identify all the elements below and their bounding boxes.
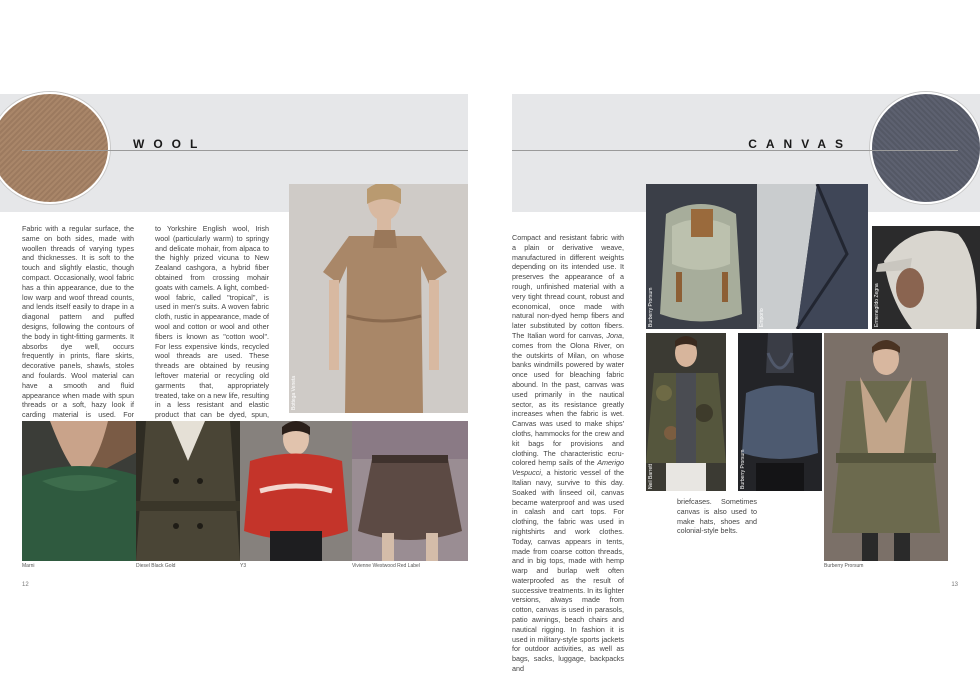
photo-camo-jacket — [646, 333, 726, 491]
photo-belted-coat — [136, 421, 240, 561]
photo-red-shawl — [240, 421, 352, 561]
body-column-1: Fabric with a regular surface, the same on both sides, made with woollen threads of varying types and thicknesses. It is soft to the touch and slightly elastic, though compact. Occasionally, wool fabric has a thin appearance, due to the low warp and woof thread counts, and lends itself easily to drape in a diagonal pattern and puffed designs, following the contours of the body in tight-fitting garments. It absorbs dye well, occurs frequently in prints, flare skirts, decorative panels, shawls, stoles and foulards. Wool material can have a smooth and fluid appearance when made with spun threads or a soft, hazy look if carding material is used. For — [22, 224, 134, 420]
body-column-2: to Yorkshire English wool, Irish wool (particularly warm) to springy and delicate mohair, from alpaca to the highly prized vicuna to New Zealand cashgora, a hybrid fiber obtained from crossing mohair goats with camels. A light, combed-wool fabric, called "tropical", is used in men's suits. A woven fabric cloth, rustic in appearance, made of wool and cotton or wool and other fibers is known as "cotton wool". For less expensive kinds, recycled wool threads are used. These threads are obtained by reusing leftover material or recycling old garments that, appropriately treated, take on a new life, resulting in a less resistant and elastic product that can be dyed, spun, — [155, 224, 269, 420]
body-column-2: briefcases. Sometimes canvas is also used to make hats, shoes and colonial-style belts. — [677, 497, 757, 536]
photo-wool-dress — [289, 184, 468, 413]
caption-diesel: Diesel Black Gold — [136, 563, 176, 569]
photo-brown-skirt — [352, 421, 468, 561]
caption-marni: Marni — [22, 563, 35, 569]
section-title: WOOL — [133, 137, 207, 151]
photo-credit: Neil Barrett — [648, 463, 654, 489]
caption-westwood: Vivienne Westwood Red Label — [352, 563, 420, 569]
photo-canvas-collar — [757, 184, 868, 329]
photo-green-sweater — [22, 421, 139, 561]
photo-canvas-bag — [738, 333, 822, 491]
photo-shearling-coat — [824, 333, 948, 561]
right-page — [490, 0, 980, 700]
photo-credit: Burberry Prorsum — [648, 287, 654, 327]
photo-credit: Bottega Veneta — [291, 375, 297, 410]
photo-credit: Emporio — [759, 308, 765, 327]
page-number: 12 — [22, 582, 29, 588]
photo-credit: Ermenegildo Zegna — [874, 283, 880, 327]
section-title: CANVAS — [748, 137, 852, 151]
photo-canvas-backpack — [646, 184, 757, 329]
photo-credit: Burberry Prorsum — [740, 449, 746, 489]
page-number: 13 — [951, 582, 958, 588]
header-rule — [22, 150, 468, 151]
photo-canvas-hood — [872, 226, 980, 329]
caption-burberry: Burberry Prorsum — [824, 563, 864, 569]
header-rule — [512, 150, 958, 151]
canvas-fabric-swatch — [870, 92, 980, 204]
caption-y3: Y3 — [240, 563, 247, 569]
body-column-1: Compact and resistant fabric with a plain or derivative weave, manufactured in different weights depending on its intended use. It preserves the appearance of a rough, unfinished material with a very tight thread count, robust and economical, once made with natural non-dyed hemp fibers and later substituted by cotton fibers. The Italian word for canvas, Jona, comes from the Olona River, on the outskirts of Milan, on whose banks windmills powered by water once used for bleaching fabric abound. In the past, canvas was used primarily in the nautical sector, as its resistance greatly increases when the fabric is wet. Canvas was used to make ships' cloths, hammocks for the crew and kit bags for provisions and clothing. The characteristic ecru-colored hemp sails of the Amerigo Vespucci, a historic vessel of the Italian navy, survive to this day. Soaked with linseed oil, canvas became waterproof and was used in calash and cart tops. For clothing, the fabric was used in nightshirts and work clothes. Today, canvas appears in tents, made from coarse cotton threads, and in big tops, made with hemp warp and burlap weft often waterproofed as the result of successive treatments. In its lighter versions, always made from cotton, canvas is used in parasols, patio awnings, beach chairs and nautical rigging. In fashion it is used in military-style sports jackets for outdoor activities, as well as bags, sacks, luggage, backpacks and — [512, 233, 624, 674]
